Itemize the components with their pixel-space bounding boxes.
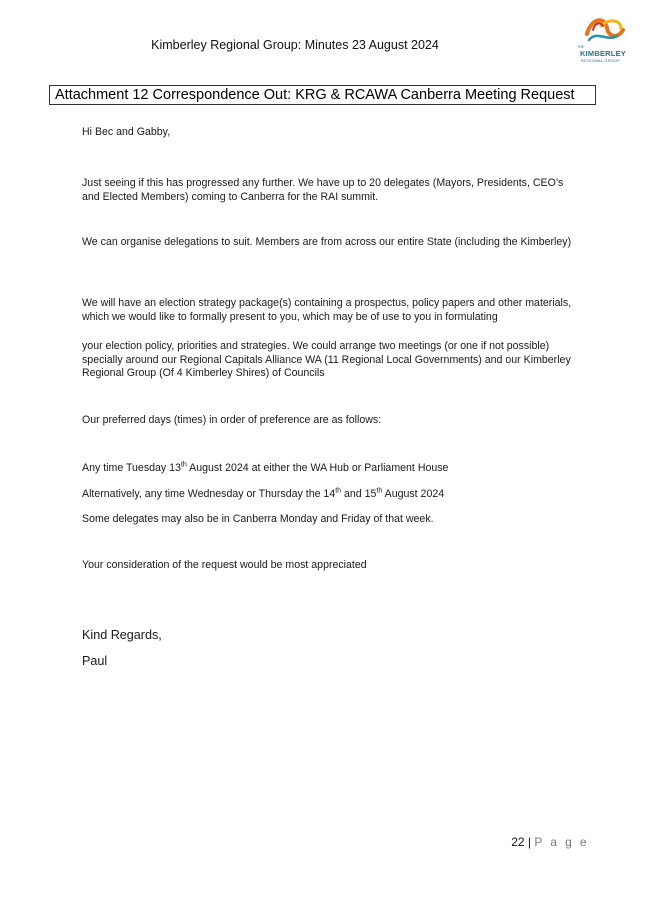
- letter-greeting: Hi Bec and Gabby,: [82, 126, 171, 138]
- attachment-title: Attachment 12 Correspondence Out: KRG & RCAWA Canberra Meeting Request: [49, 85, 596, 105]
- signature-name: Paul: [82, 654, 108, 668]
- meeting-option-3: Some delegates may also be in Canberra Monday and Friday of that week.: [82, 513, 434, 525]
- page-number: 22: [511, 835, 525, 849]
- option-2-sup-1: th: [335, 487, 342, 495]
- page-label: P a g e: [534, 835, 589, 849]
- letter-paragraph-6: Your consideration of the request would be most appreciated: [82, 559, 367, 571]
- letter-paragraph-1: Just seeing if this has progressed any further. We have up to 20 delegates (Mayors, Presidents, CEO’s and Elected Members) coming to Canberra for the RAI summit.: [82, 177, 564, 203]
- meeting-option-1: [82, 462, 582, 476]
- option-1-text-a: Any time Tuesday 13: [82, 462, 181, 474]
- letter-paragraph-2: We can organise delegations to suit. Members are from across our entire State (including the Kimberley): [82, 236, 572, 248]
- option-2-sup-2: th: [376, 487, 383, 495]
- letter-paragraph-5: Our preferred days (times) in order of preference are as follows:: [82, 414, 382, 426]
- option-2-text-mid: and 15: [341, 488, 377, 500]
- header-title: Kimberley Regional Group: Minutes 23 August 2024: [151, 38, 439, 52]
- meeting-option-2: [82, 488, 582, 502]
- logo-text-sub: REGIONAL GROUP: [581, 58, 621, 63]
- option-2-text-b: August 2024: [382, 488, 445, 500]
- logo-swirl-icon: [583, 14, 627, 46]
- kimberley-regional-group-logo: [577, 14, 629, 68]
- letter-paragraph-4: your election policy, priorities and strategies. We could arrange two meetings (or one if not possible) specially around our Regional Capitals Alliance WA (11 Regional Local Governments) and our Kimberley Regional Group (Of 4 Kimberley Shires) of Councils: [82, 340, 571, 379]
- page-footer: [511, 835, 589, 849]
- letter-paragraph-3: We will have an election strategy package(s) containing a prospectus, policy papers and other materials, which we would like to formally present to you, which may be of use to you in formulating: [82, 297, 572, 323]
- logo-text-the: THE: [577, 45, 584, 49]
- logo-text-main: KIMBERLEY: [580, 49, 626, 58]
- option-2-text-a: Alternatively, any time Wednesday or Thursday the 14: [82, 488, 336, 500]
- closing-regards: Kind Regards,: [82, 628, 162, 642]
- option-1-text-b: August 2024 at either the WA Hub or Parliament House: [186, 462, 449, 474]
- footer-separator: |: [527, 835, 532, 849]
- option-1-sup: th: [180, 461, 187, 469]
